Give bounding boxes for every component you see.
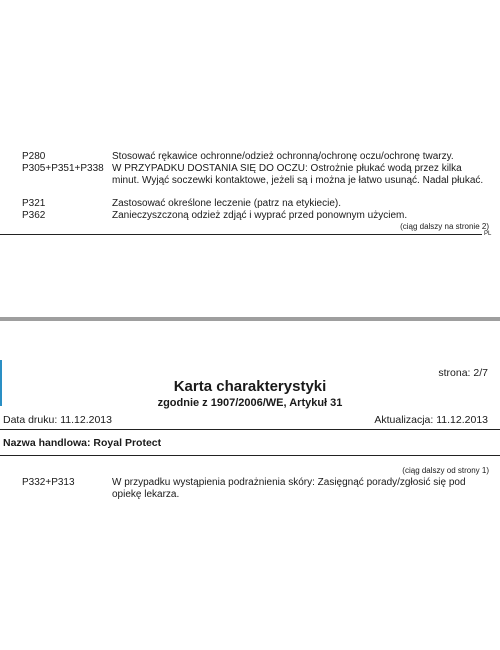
statement-text: Zanieczyszczoną odzież zdjąć i wyprać przed ponownym użyciem. xyxy=(112,210,408,221)
document-subtitle: zgodnie z 1907/2006/WE, Artykuł 31 xyxy=(157,397,343,409)
update-date: Aktualizacja: 11.12.2013 xyxy=(374,414,488,426)
trade-name: Nazwa handlowa: Royal Protect xyxy=(3,437,162,449)
statement-code: P362 xyxy=(22,210,46,221)
page-number: strona: 2/7 xyxy=(438,367,488,379)
trade-name-divider xyxy=(0,455,500,456)
statement-code: P305+P351+P338 xyxy=(22,163,104,174)
page-separator xyxy=(0,317,500,321)
statement-text: W przypadku wystąpienia podrażnienia skóry: Zasięgnąć porady/zgłosić się pod opiekę lekarza. xyxy=(112,477,466,500)
statement-text: W PRZYPADKU DOSTANIA SIĘ DO OCZU: Ostrożnie płukać wodą przez kilka minut. Wyjąć soczewki kontaktowe, jeżeli są i można je łatwo usunąć. Nadal płukać. xyxy=(112,163,484,186)
continuation-note-prev: (ciąg dalszy od strony 1) xyxy=(402,466,489,475)
page-footer-line xyxy=(0,234,482,235)
statement-code: P332+P313 xyxy=(22,477,75,488)
print-date: Data druku: 11.12.2013 xyxy=(3,414,112,426)
statement-code: P321 xyxy=(22,198,46,209)
language-code: PL xyxy=(484,231,492,237)
document-title: Karta charakterystyki xyxy=(173,378,327,395)
header-divider xyxy=(0,429,500,430)
statement-code: P280 xyxy=(22,151,46,162)
statement-text: Zastosować określone leczenie (patrz na etykiecie). xyxy=(112,198,341,209)
continuation-note-next: (ciąg dalszy na stronie 2) xyxy=(400,222,489,231)
statement-text: Stosować rękawice ochronne/odzież ochronną/ochronę oczu/ochronę twarzy. xyxy=(112,151,454,162)
